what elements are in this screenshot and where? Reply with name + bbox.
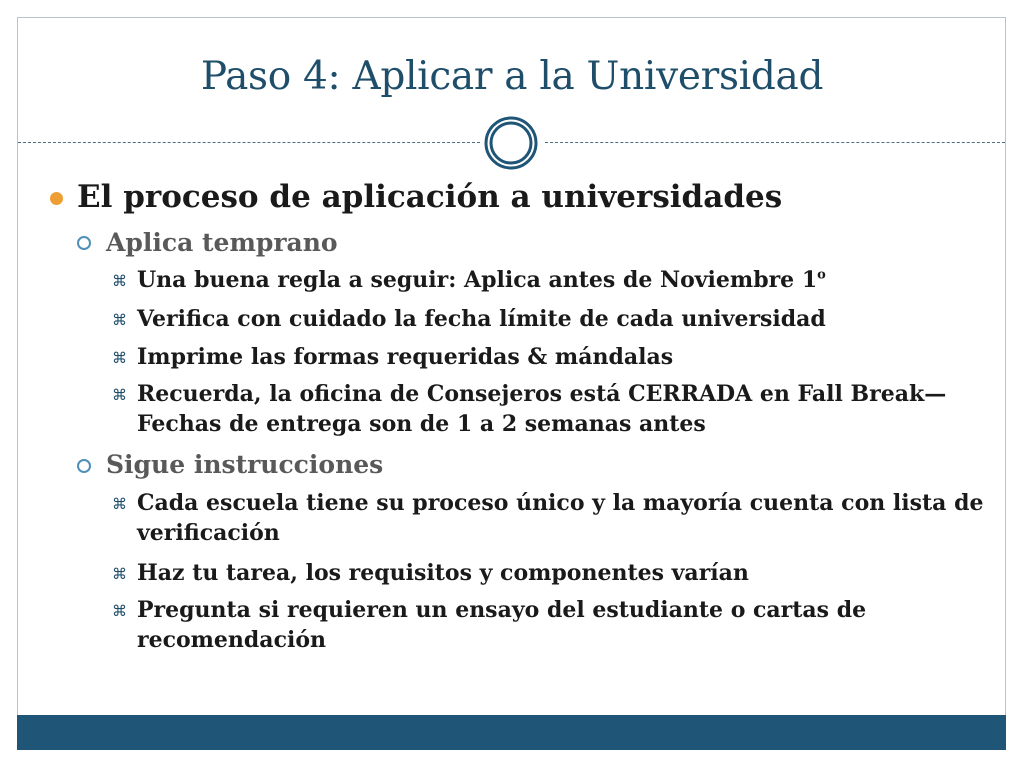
star-bullet-icon: ⌘ [112, 386, 127, 404]
star-bullet-icon: ⌘ [112, 565, 127, 583]
list-item: Verifica con cuidado la fecha límite de cada universidad [137, 306, 826, 332]
list-item: Cada escuela tiene su proceso único y la mayoría cuenta con lista de verificación [137, 490, 984, 546]
section-heading-aplica-temprano: Aplica temprano [106, 228, 338, 257]
main-bullet-text: El proceso de aplicación a universidades [77, 179, 783, 215]
star-bullet-icon: ⌘ [112, 272, 127, 290]
slide-title: Paso 4: Aplicar a la Universidad [200, 54, 824, 99]
ring-bullet-icon [77, 236, 91, 250]
list-item: Imprime las formas requeridas & mándalas [137, 344, 674, 370]
star-bullet-icon: ⌘ [112, 311, 127, 329]
list-item: Una buena regla a seguir: Aplica antes de Noviembre 1$^o$ [137, 267, 826, 293]
ring-bullet-icon [77, 459, 91, 473]
footer-bar [17, 715, 1006, 750]
orange-bullet-icon [50, 192, 63, 205]
list-item: Pregunta si requieren un ensayo del estudiante o cartas de recomendación [137, 597, 867, 653]
list-item: Recuerda, la oficina de Consejeros está CERRADA en Fall Break—Fechas de entrega son de 1 a 2 semanas antes [137, 381, 947, 437]
star-bullet-icon: ⌘ [112, 349, 127, 367]
section-heading-sigue-instrucciones: Sigue instrucciones [106, 450, 384, 479]
list-item: Haz tu tarea, los requisitos y componentes varían [137, 560, 749, 586]
star-bullet-icon: ⌘ [112, 495, 127, 513]
star-bullet-icon: ⌘ [112, 602, 127, 620]
